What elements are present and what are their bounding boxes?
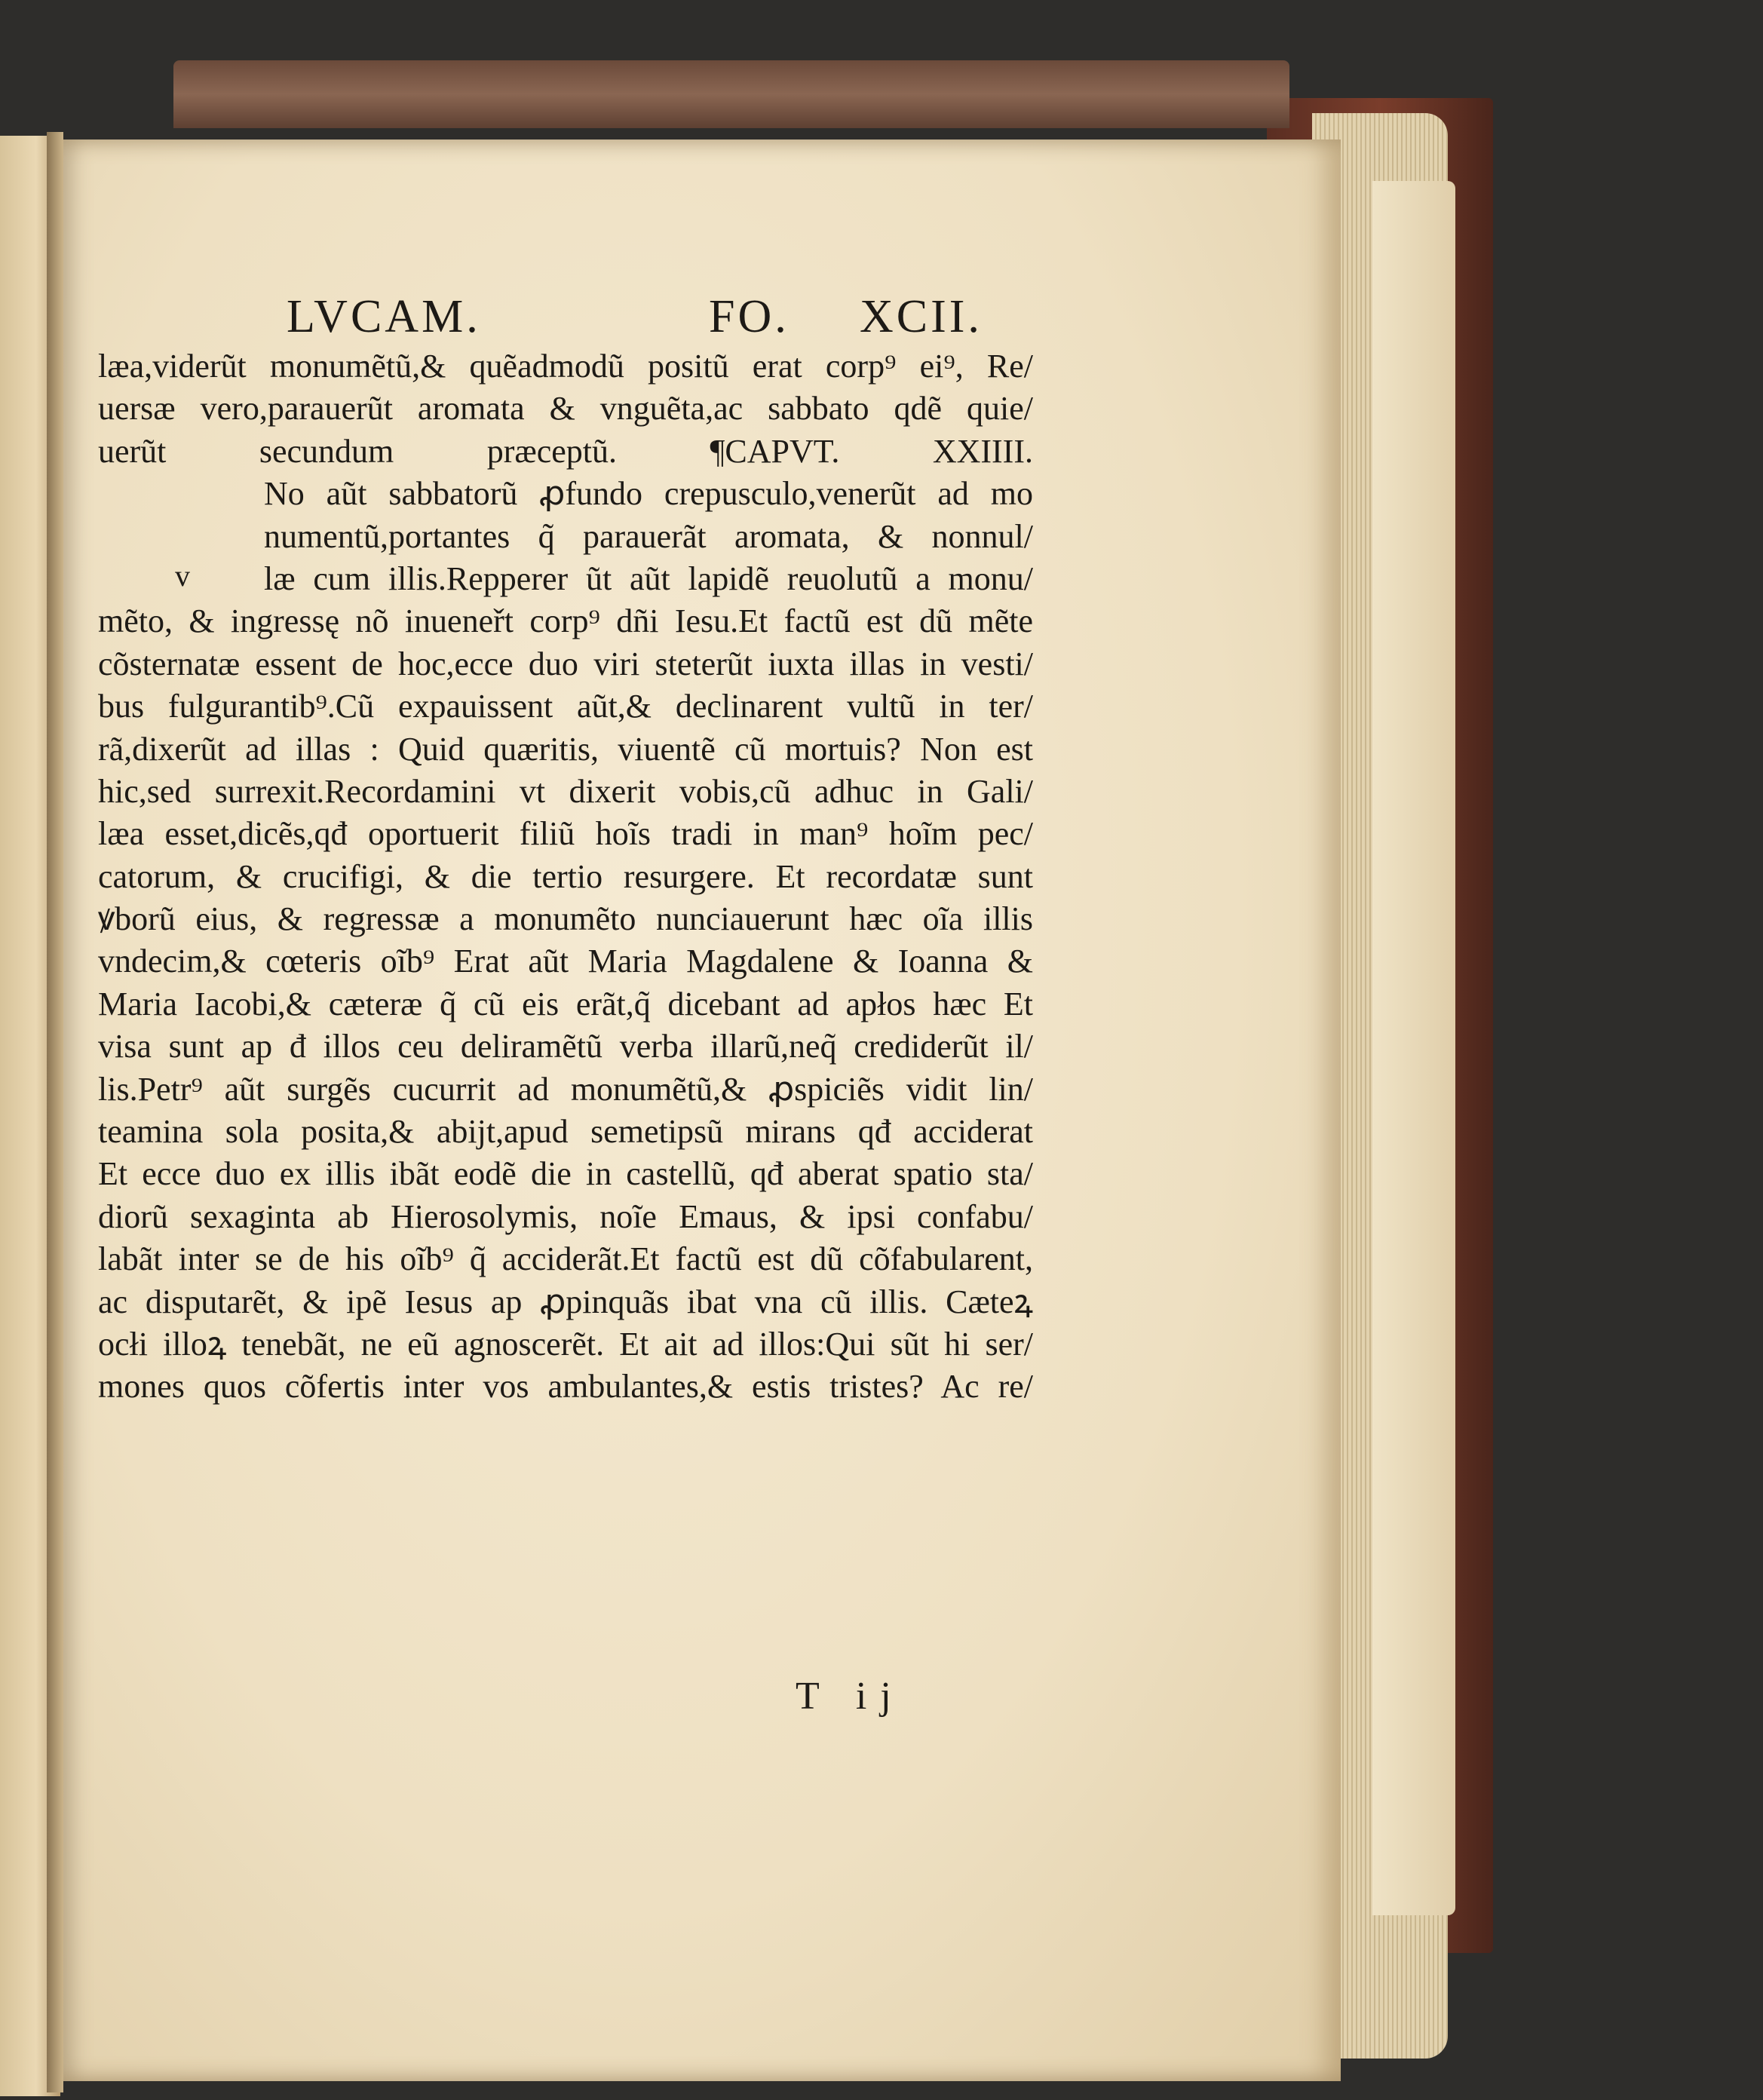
- text-line: numentũ,portantes q̃ parauerãt aromata, & nonnul/: [264, 517, 1033, 555]
- text-line: læ cum illis.Repperer ũt aũt lapidẽ reuolutũ a monu/: [264, 559, 1033, 597]
- text-line: ocłi illoꝝ tenebãt, ne eũ agnoscerẽt. Et ait ad illos:Qui sũt hi ser/: [98, 1325, 1033, 1363]
- text-line: visa sunt ap đ illos ceu deliramẽtũ verba illarũ,neq̃ crediderũt il/: [98, 1028, 1033, 1065]
- text-line: diorũ sexaginta ab Hierosolymis, noĩe Emaus, & ipsi confabu/: [98, 1197, 1033, 1235]
- chapter-heading-line: uerũt secundum præceptũ. ¶CAPVT. XXIIII.: [98, 432, 1033, 470]
- text-line: rã,dixerũt ad illas : Quid quæritis, viuentẽ cũ mortuis? Non est: [98, 730, 1033, 768]
- text-line: lis.Petr⁹ aũt surgẽs cucurrit ad monumẽtũ,& ꝓspiciẽs vidit lin/: [98, 1070, 1033, 1108]
- running-head: [287, 290, 1026, 351]
- text-line: uersæ vero,parauerũt aromata & vnguẽta,ac sabbato qdẽ quie/: [98, 390, 1033, 428]
- spine-edge: [173, 60, 1289, 128]
- text-line: teamina sola posita,& abijt,apud semetipsũ mirans qđ acciderat: [98, 1113, 1033, 1151]
- text-line: ac disputarẽt, & ipẽ Iesus ap ꝓpinquãs ibat vna cũ illis. Cæteꝝ: [98, 1283, 1033, 1320]
- text-line: cõsternatæ essent de hoc,ecce duo viri steterũt iuxta illas in vesti/: [98, 645, 1033, 682]
- text-line: labãt inter se de his oĩb⁹ q̃ acciderãt.Et factũ est dũ cõfabularent,: [98, 1240, 1033, 1278]
- signature-mark: T ij: [796, 1675, 905, 1718]
- text-line: vndecim,& cœteris oĩb⁹ Erat aũt Maria Magdalene & Ioanna &: [98, 943, 1033, 980]
- text-line: Maria Iacobi,& cæteræ q̃ cũ eis erãt,q̃ dicebant ad apłos hæc Et: [98, 985, 1033, 1022]
- gutter-shadow: [47, 132, 63, 2092]
- body-text: [98, 345, 1033, 1409]
- text-line: Et ecce duo ex illis ibãt eodẽ die in castellũ, qđ aberat spatio sta/: [98, 1155, 1033, 1193]
- loose-leaf-edge: [1372, 181, 1455, 1915]
- text-line: catorum, & crucifigi, & die tertio resurgere. Et recordatæ sunt: [98, 857, 1033, 895]
- text-line: hic,sed surrexit.Recordamini vt dixerit vobis,cũ adhuc in Gali/: [98, 772, 1033, 810]
- text-line: bus fulgurantib⁹.Cũ expauissent aũt,& declinarent vultũ in ter/: [98, 688, 1033, 725]
- running-head-book: LVCAM.: [287, 291, 481, 342]
- margin-note: v: [175, 559, 190, 593]
- text-line: No aũt sabbatorũ ꝓfundo crepusculo,venerũt ad mo: [264, 475, 1033, 513]
- text-line: mones quos cõfertis inter vos ambulantes,& estis tristes? Ac re/: [98, 1368, 1033, 1406]
- text-line: mẽto, & ingressę nõ inueneřt corp⁹ dñi Iesu.Et factũ est dũ mẽte: [98, 602, 1033, 640]
- running-head-folio-number: XCII.: [860, 291, 983, 342]
- running-head-folio-label: FO.: [709, 291, 790, 342]
- text-line: læa,viderũt monumẽtũ,& quẽadmodũ positũ erat corp⁹ ei⁹, Re/: [98, 348, 1033, 385]
- text-line: ꝟborũ eius, & regressæ a monumẽto nunciauerunt hæc oĩa illis: [98, 900, 1033, 938]
- text-line: læa esset,dicẽs,qđ oportuerit filiũ hoĩs tradi in man⁹ hoĩm pec/: [98, 815, 1033, 853]
